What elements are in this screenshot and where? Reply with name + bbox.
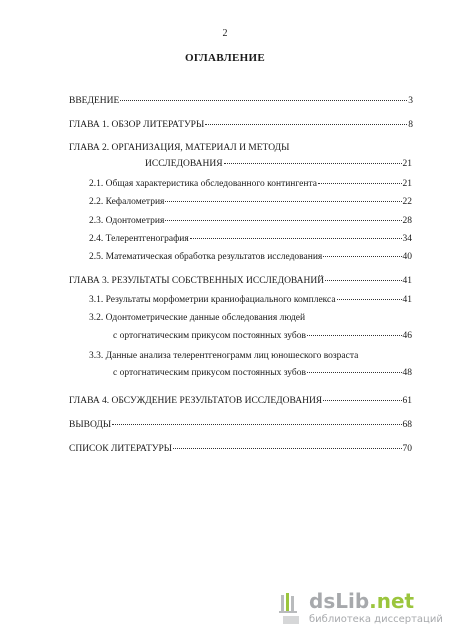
toc-entry-2-3 — [89, 216, 412, 226]
toc-leader-dots — [307, 372, 402, 373]
page-number: 2 — [222, 28, 228, 39]
toc-entry-2-1 — [89, 179, 412, 189]
toc-leader-dots — [205, 124, 407, 125]
toc-entry-references — [69, 444, 412, 454]
toc-entry-3-2-line1: 3.2. Одонтометрические данные обследования людей — [89, 313, 306, 323]
toc-entry-page: 61 — [402, 396, 412, 406]
toc-leader-dots — [337, 299, 402, 300]
toc-entry-page: 34 — [402, 234, 412, 244]
toc-entry-page: 70 — [402, 444, 412, 454]
toc-entry-title: ГЛАВА 4. ОБСУЖДЕНИЕ РЕЗУЛЬТАТОВ ИССЛЕДОВАНИЯ — [69, 396, 323, 406]
toc-leader-dots — [325, 280, 401, 281]
toc-entry-title: ВЫВОДЫ — [69, 420, 112, 430]
toc-entry-page: 41 — [402, 295, 412, 305]
toc-entry-title: ВВЕДЕНИЕ — [69, 96, 120, 106]
toc-entry-page: 3 — [408, 96, 413, 106]
toc-entry-2-4 — [89, 234, 412, 244]
dslib-subtitle: библиотека диссертаций — [309, 614, 443, 625]
toc-entry-page: 8 — [408, 120, 413, 130]
toc-entry-title: 2.1. Общая характеристика обследованного контингента — [89, 179, 317, 189]
toc-entry-title: ИССЛЕДОВАНИЯ — [145, 159, 223, 169]
toc-leader-dots — [307, 335, 402, 336]
toc-entry-3-1 — [89, 295, 412, 305]
toc-entry-page: 68 — [402, 420, 412, 430]
toc-leader-dots — [165, 201, 401, 202]
toc-entry-page: 46 — [402, 331, 412, 341]
toc-entry-page: 28 — [402, 216, 412, 226]
toc-leader-dots — [120, 100, 407, 101]
toc-entry-page: 40 — [402, 252, 412, 262]
toc-entry-chapter-4 — [69, 396, 412, 406]
toc-leader-dots — [323, 256, 401, 257]
toc-entry-3-2 — [113, 331, 412, 341]
toc-entry-3-3 — [113, 368, 412, 378]
toc-leader-dots — [173, 448, 401, 449]
toc-entry-chapter-2-line1: ГЛАВА 2. ОРГАНИЗАЦИЯ, МАТЕРИАЛ И МЕТОДЫ — [69, 143, 290, 153]
toc-entry-title: 3.1. Результаты морфометрии краниофациального комплекса — [89, 295, 336, 305]
dslib-watermark — [279, 589, 449, 633]
toc-entry-title: ГЛАВА 1. ОБЗОР ЛИТЕРАТУРЫ — [69, 120, 205, 130]
toc-entry-chapter-2 — [145, 159, 412, 169]
toc-leader-dots — [318, 183, 402, 184]
dslib-logo — [309, 589, 414, 613]
toc-entry-page: 41 — [402, 276, 412, 286]
toc-entry-title: с ортогнатическим прикусом постоянных зубов — [113, 331, 306, 341]
toc-entry-page: 21 — [402, 179, 412, 189]
toc-entry-2-2 — [89, 197, 412, 207]
toc-entry-title: ГЛАВА 3. РЕЗУЛЬТАТЫ СОБСТВЕННЫХ ИССЛЕДОВАНИЙ — [69, 276, 325, 286]
toc-entry-page: 22 — [402, 197, 412, 207]
toc-entry-page: 48 — [402, 368, 412, 378]
page-title: ОГЛАВЛЕНИЕ — [185, 52, 265, 64]
toc-leader-dots — [165, 220, 401, 221]
toc-entry-3-3-line1: 3.3. Данные анализа телерентгенограмм лиц юношеского возраста — [89, 351, 359, 361]
toc-entry-page: 21 — [402, 159, 412, 169]
toc-entry-title: с ортогнатическим прикусом постоянных зубов — [113, 368, 306, 378]
toc-entry-chapter-3 — [69, 276, 412, 286]
toc-leader-dots — [190, 238, 402, 239]
toc-entry-title: 2.4. Телерентгенография — [89, 234, 189, 244]
books-icon — [277, 589, 307, 629]
toc-leader-dots — [112, 424, 401, 425]
toc-entry-title: 2.2. Кефалометрия — [89, 197, 165, 207]
toc-entry-title: 2.5. Математическая обработка результатов исследования — [89, 252, 323, 262]
toc-leader-dots — [323, 400, 401, 401]
logo-text-green: .net — [369, 589, 415, 613]
toc-entry-conclusions — [69, 420, 412, 430]
toc-entry-intro — [69, 96, 413, 106]
toc-entry-title: СПИСОК ЛИТЕРАТУРЫ — [69, 444, 173, 454]
toc-leader-dots — [224, 163, 402, 164]
toc-entry-2-5 — [89, 252, 412, 262]
logo-text-gray: dsLib — [309, 589, 370, 613]
toc-entry-title: 2.3. Одонтометрия — [89, 216, 165, 226]
toc-entry-chapter-1 — [69, 120, 413, 130]
